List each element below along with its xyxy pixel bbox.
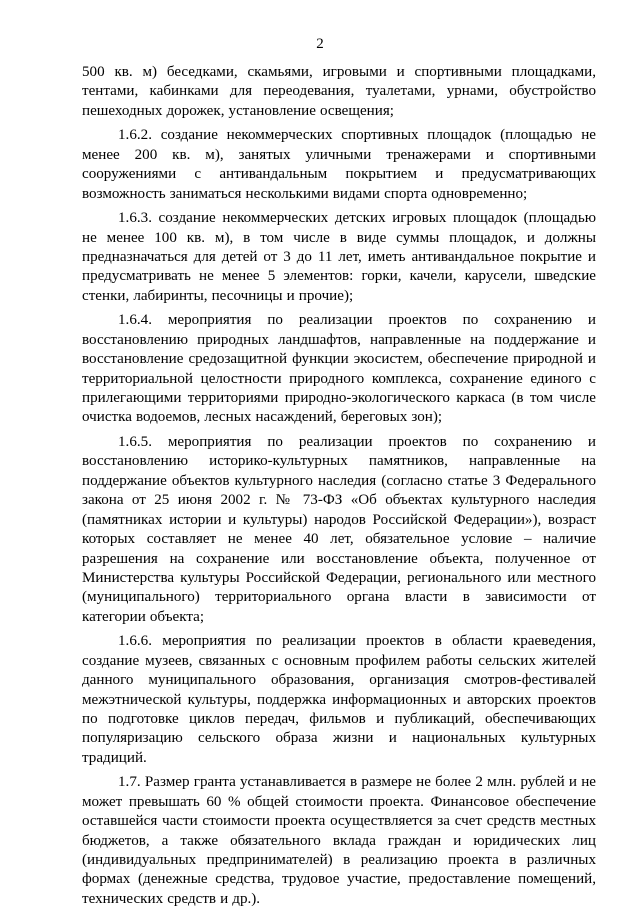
paragraph-continuation: 500 кв. м) беседками, скамьями, игровыми и спортивными площадками, тентами, кабинками для переодевания, туалетами, урнами, обустройство пешеходных дорожек, установление освещения;	[82, 64, 596, 119]
document-body	[82, 63, 596, 914]
paragraph-1-6-6: 1.6.6. мероприятия по реализации проектов в области краеведения, создание музеев, связанных с основным профилем работы сельских жителей данного муниципального образования, организация смотров-фестивалей межэтнической культуры, поддержка информационных и авторских проектов по подготовке циклов передач, фильмов и публикаций, обеспечивающих популяризацию сельского образа жизни и национальных культурных традиций.	[82, 633, 596, 766]
paragraph-1-6-2: 1.6.2. создание некоммерческих спортивных площадок (площадью не менее 200 кв. м), занятых уличными тренажерами и спортивными сооружениями с антивандальным покрытием и предусматривающих возможность заниматься несколькими видами спорта одновременно;	[82, 127, 596, 202]
paragraph-1-7: 1.7. Размер гранта устанавливается в размере не более 2 млн. рублей и не может превышать 60 % общей стоимости проекта. Финансовое обеспечение оставшейся части стоимости проекта осуществляется за счет средств местных бюджетов, а также обязательного вклада граждан и юридических лиц (индивидуальных предпринимателей) в реализацию проекта в различных формах (денежные средства, трудовое участие, предоставление помещений, технических средств и др.).	[82, 774, 596, 907]
paragraph-1-6-5: 1.6.5. мероприятия по реализации проектов по сохранению и восстановлению историко-культурных памятников, направленные на поддержание объектов культурного наследия (согласно статье 3 Федерального закона от 25 июня 2002 г. № 73-ФЗ «Об объектах культурного наследия (памятниках истории и культуры) народов Российской Федерации»), возраст которых составляет не менее 40 лет, обязательное условие – наличие разрешения на сохранение или восстановление объекта, полученное от Министерства культуры Российской Федерации, регионального или местного (муниципального) территориального органа власти в зависимости от категории объекта;	[82, 434, 596, 625]
paragraph-1-6-3: 1.6.3. создание некоммерческих детских игровых площадок (площадью не менее 100 кв. м), в том числе в виде суммы площадок, и должны предназначаться для детей от 3 до 11 лет, иметь антивандальное покрытие и предусматривать не менее 5 элементов: горки, качели, карусели, шведские стенки, лабиринты, песочницы и прочие);	[82, 210, 596, 304]
paragraph-1-6-4: 1.6.4. мероприятия по реализации проектов по сохранению и восстановлению природных ландшафтов, направленные на поддержание и восстановление средозащитной функции экосистем, обеспечение природной и территориальной целостности природного комплекса, сохранение единого с прилегающими территориями природно-экологического каркаса (в том числе очистка водоемов, лесных насаждений, береговых зон);	[82, 312, 596, 426]
page-number: 2	[316, 36, 324, 52]
